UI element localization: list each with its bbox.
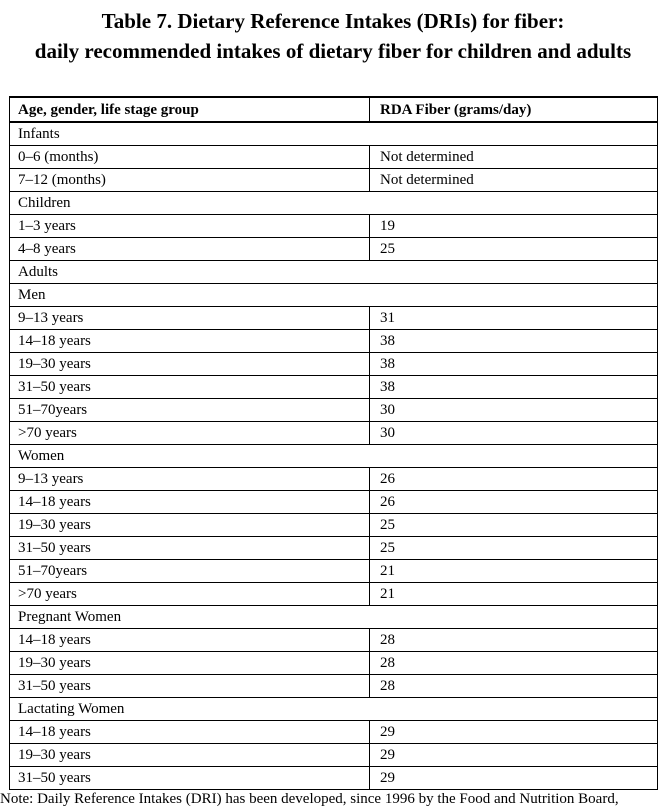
table-body [10,122,658,790]
age-range-cell: 9–13 years [10,307,370,330]
age-range-cell: 19–30 years [10,514,370,537]
table-row [10,399,658,422]
fiber-value-cell: 28 [370,629,658,652]
group-row [10,122,658,146]
table-row [10,537,658,560]
table-row [10,468,658,491]
header-row [10,97,658,122]
table-header [10,97,658,122]
age-range-cell: 51–70years [10,560,370,583]
table-row [10,514,658,537]
group-row [10,284,658,307]
fiber-value-cell: 30 [370,399,658,422]
fiber-value-cell: 29 [370,767,658,790]
fiber-value-cell: 38 [370,330,658,353]
fiber-dri-table [9,96,658,790]
fiber-value-cell: 21 [370,560,658,583]
fiber-value-cell: 38 [370,376,658,399]
footnote: Note: Daily Reference Intakes (DRI) has been developed, since 1996 by the Food and Nutrition Board, [0,791,619,807]
age-range-cell: 31–50 years [10,376,370,399]
age-range-cell: 14–18 years [10,629,370,652]
age-range-cell: 4–8 years [10,238,370,261]
fiber-value-cell: 31 [370,307,658,330]
fiber-value-cell: 28 [370,675,658,698]
age-range-cell: 1–3 years [10,215,370,238]
table-row [10,169,658,192]
fiber-value-cell: 26 [370,468,658,491]
table-row [10,491,658,514]
age-range-cell: 7–12 (months) [10,169,370,192]
age-range-cell: 19–30 years [10,353,370,376]
fiber-value-cell: Not determined [370,146,658,169]
fiber-value-cell: Not determined [370,169,658,192]
age-range-cell: 19–30 years [10,744,370,767]
group-label: Children [10,192,658,215]
fiber-value-cell: 21 [370,583,658,606]
table-row [10,675,658,698]
age-range-cell: 51–70years [10,399,370,422]
table-row [10,376,658,399]
age-range-cell: >70 years [10,422,370,445]
table-row [10,721,658,744]
fiber-value-cell: 25 [370,537,658,560]
table-title-line-2: daily recommended intakes of dietary fiber for children and adults [34,39,632,63]
group-row [10,261,658,284]
group-label: Pregnant Women [10,606,658,629]
age-range-cell: 0–6 (months) [10,146,370,169]
age-range-cell: 14–18 years [10,330,370,353]
table-row [10,583,658,606]
group-label: Adults [10,261,658,284]
table-row [10,767,658,790]
group-label: Infants [10,122,658,146]
table-row [10,146,658,169]
fiber-value-cell: 30 [370,422,658,445]
age-range-cell: 9–13 years [10,468,370,491]
table-row [10,353,658,376]
table-row [10,652,658,675]
table-title-line-1: Table 7. Dietary Reference Intakes (DRIs) for fiber: [101,9,565,33]
table-row [10,422,658,445]
fiber-value-cell: 25 [370,238,658,261]
age-range-cell: 31–50 years [10,537,370,560]
table-row [10,330,658,353]
table-row [10,215,658,238]
table-row [10,238,658,261]
fiber-value-cell: 29 [370,721,658,744]
table-row [10,744,658,767]
table-row [10,307,658,330]
fiber-value-cell: 19 [370,215,658,238]
age-range-cell: >70 years [10,583,370,606]
group-label: Lactating Women [10,698,658,721]
fiber-value-cell: 28 [370,652,658,675]
group-row [10,445,658,468]
group-label: Women [10,445,658,468]
group-row [10,606,658,629]
header-age-group: Age, gender, life stage group [10,97,370,122]
fiber-value-cell: 29 [370,744,658,767]
table-row [10,629,658,652]
age-range-cell: 31–50 years [10,675,370,698]
header-rda-fiber: RDA Fiber (grams/day) [370,97,658,122]
group-label: Men [10,284,658,307]
fiber-value-cell: 25 [370,514,658,537]
group-row [10,698,658,721]
age-range-cell: 14–18 years [10,721,370,744]
table-row [10,560,658,583]
age-range-cell: 14–18 years [10,491,370,514]
fiber-value-cell: 38 [370,353,658,376]
fiber-value-cell: 26 [370,491,658,514]
age-range-cell: 19–30 years [10,652,370,675]
group-row [10,192,658,215]
age-range-cell: 31–50 years [10,767,370,790]
